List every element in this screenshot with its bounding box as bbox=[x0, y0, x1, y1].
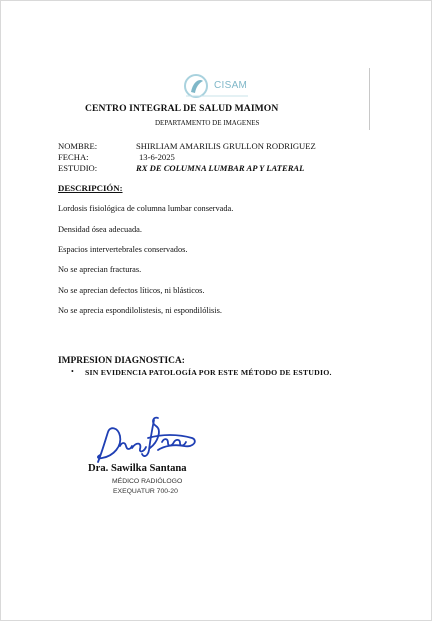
organization-name: CENTRO INTEGRAL DE SALUD MAIMON bbox=[85, 103, 279, 114]
cisam-logo bbox=[182, 72, 256, 100]
finding-line: No se aprecia espondilolistesis, ni espondilólisis. bbox=[58, 306, 222, 315]
study-date: 13-6-2025 bbox=[139, 152, 175, 162]
signature-scribble-icon bbox=[92, 412, 204, 468]
impression-item: SIN EVIDENCIA PATOLOGÍA POR ESTE MÉTODO DE ESTUDIO. bbox=[85, 368, 332, 377]
finding-line: No se aprecian fracturas. bbox=[58, 265, 142, 274]
finding-line: No se aprecian defectos líticos, ni blásticos. bbox=[58, 286, 205, 295]
logo-text: CISAM bbox=[214, 80, 248, 91]
date-label: FECHA: bbox=[58, 152, 89, 162]
department-name: DEPARTAMENTO DE IMAGENES bbox=[155, 119, 260, 127]
study-label: ESTUDIO: bbox=[58, 163, 98, 173]
doctor-title: MÉDICO RADIÓLOGO bbox=[112, 478, 183, 485]
finding-line: Espacios intervertebrales conservados. bbox=[58, 245, 188, 254]
impression-heading: IMPRESION DIAGNOSTICA: bbox=[58, 356, 185, 366]
bullet-icon: • bbox=[71, 367, 74, 376]
finding-line: Lordosis fisiológica de columna lumbar conservada. bbox=[58, 204, 234, 213]
description-heading: DESCRIPCIÓN: bbox=[58, 183, 123, 193]
patient-name: SHIRLIAM AMARILIS GRULLON RODRIGUEZ bbox=[136, 141, 316, 151]
study-name: RX DE COLUMNA LUMBAR AP Y LATERAL bbox=[136, 163, 305, 173]
doctor-exequatur: EXEQUATUR 700-20 bbox=[113, 488, 178, 495]
finding-line: Densidad ósea adecuada. bbox=[58, 225, 142, 234]
name-label: NOMBRE: bbox=[58, 141, 98, 151]
doctor-name: Dra. Sawilka Santana bbox=[88, 463, 187, 474]
header-divider bbox=[369, 68, 370, 130]
handwritten-signature bbox=[92, 412, 204, 468]
